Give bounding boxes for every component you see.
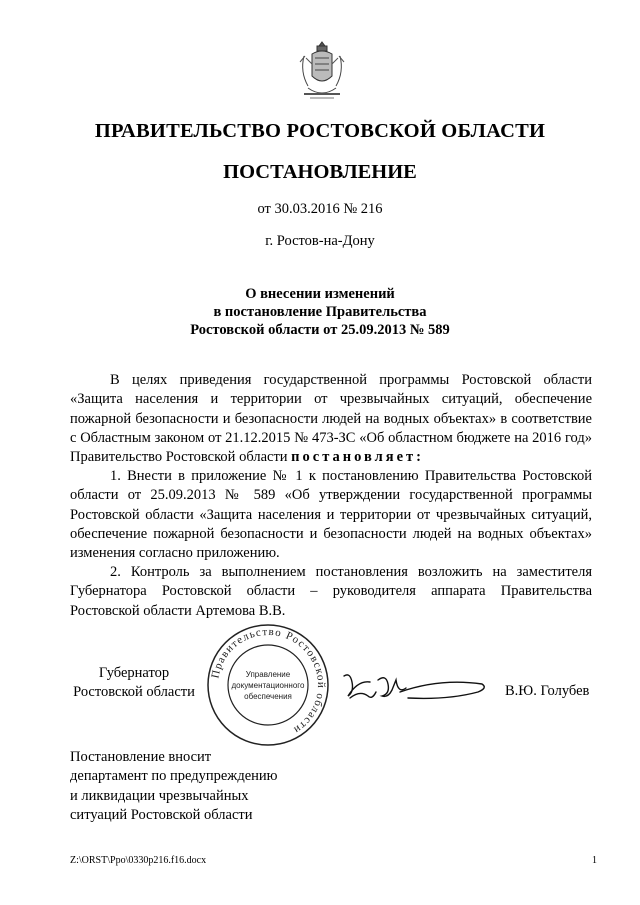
seal-inner-line: Управление [245, 670, 291, 679]
submitter-line: департамент по предупреждению [70, 768, 278, 785]
seal-outer-text: Правительство Ростовской области [209, 625, 328, 737]
submitter-line: ситуаций Ростовской области [70, 806, 253, 823]
subject-line: Ростовской области от 25.09.2013 № 589 [190, 322, 450, 338]
page-number: 1 [592, 855, 597, 866]
document-date-number: от 30.03.2016 № 216 [257, 201, 383, 217]
submitter-line: Постановление вносит [70, 749, 212, 765]
coat-of-arms-icon [298, 38, 346, 104]
signatory-name: В.Ю. Голубев [505, 683, 590, 699]
position-line: Ростовской области [73, 684, 195, 701]
document-subject [0, 285, 640, 339]
organization-title: ПРАВИТЕЛЬСТВО РОСТОВСКОЙ ОБЛАСТИ [94, 120, 546, 142]
seal-inner-line: документационного [231, 681, 305, 690]
seal-inner-line: обеспечения [244, 692, 292, 701]
document-type: ПОСТАНОВЛЕНИЕ [223, 161, 417, 183]
footer-file-path: Z:\ORST\Ppo\0330p216.f16.docx [70, 855, 207, 866]
handwritten-signature [338, 668, 488, 708]
position-line: Губернатор [98, 665, 170, 681]
official-seal-stamp [205, 622, 331, 748]
subject-line: О внесении изменений [245, 286, 395, 302]
item-1-paragraph: 1. Внести в приложение № 1 к постановлению Правительства Ростовской области от 25.09.2013 № 589 «Об утверждении государственной программы Ростовской области «Защита населения и территории от чрезвычайных ситуаций, обеспечение пожарной безопасности и безопасности людей на водных объектах» изменения согласно приложению. [70, 468, 592, 562]
decree-word: постановляет: [291, 449, 425, 466]
submitter-block [70, 748, 278, 825]
subject-line: в постановление Правительства [213, 304, 427, 320]
signatory-position [70, 664, 198, 703]
item-2-paragraph: 2. Контроль за выполнением постановления возложить на заместителя Губернатора Ростовской области – руководителя аппарата Правительства Ростовской области Артемова В.В. [70, 564, 592, 619]
preamble-text: В целях приведения государственной программы Ростовской области «Защита населения и территории от чрезвычайных ситуаций, обеспечение пожарной безопасности и безопасности людей на водных объектах» в соответствие с Областным законом от 21.12.2015 № 473-ЗС «Об областном бюджете на 2016 год» Правительство Ростовской области [70, 372, 592, 466]
document-city: г. Ростов-на-Дону [265, 233, 375, 249]
preamble-paragraph [70, 371, 592, 467]
submitter-line: и ликвидации чрезвычайных [70, 787, 249, 804]
